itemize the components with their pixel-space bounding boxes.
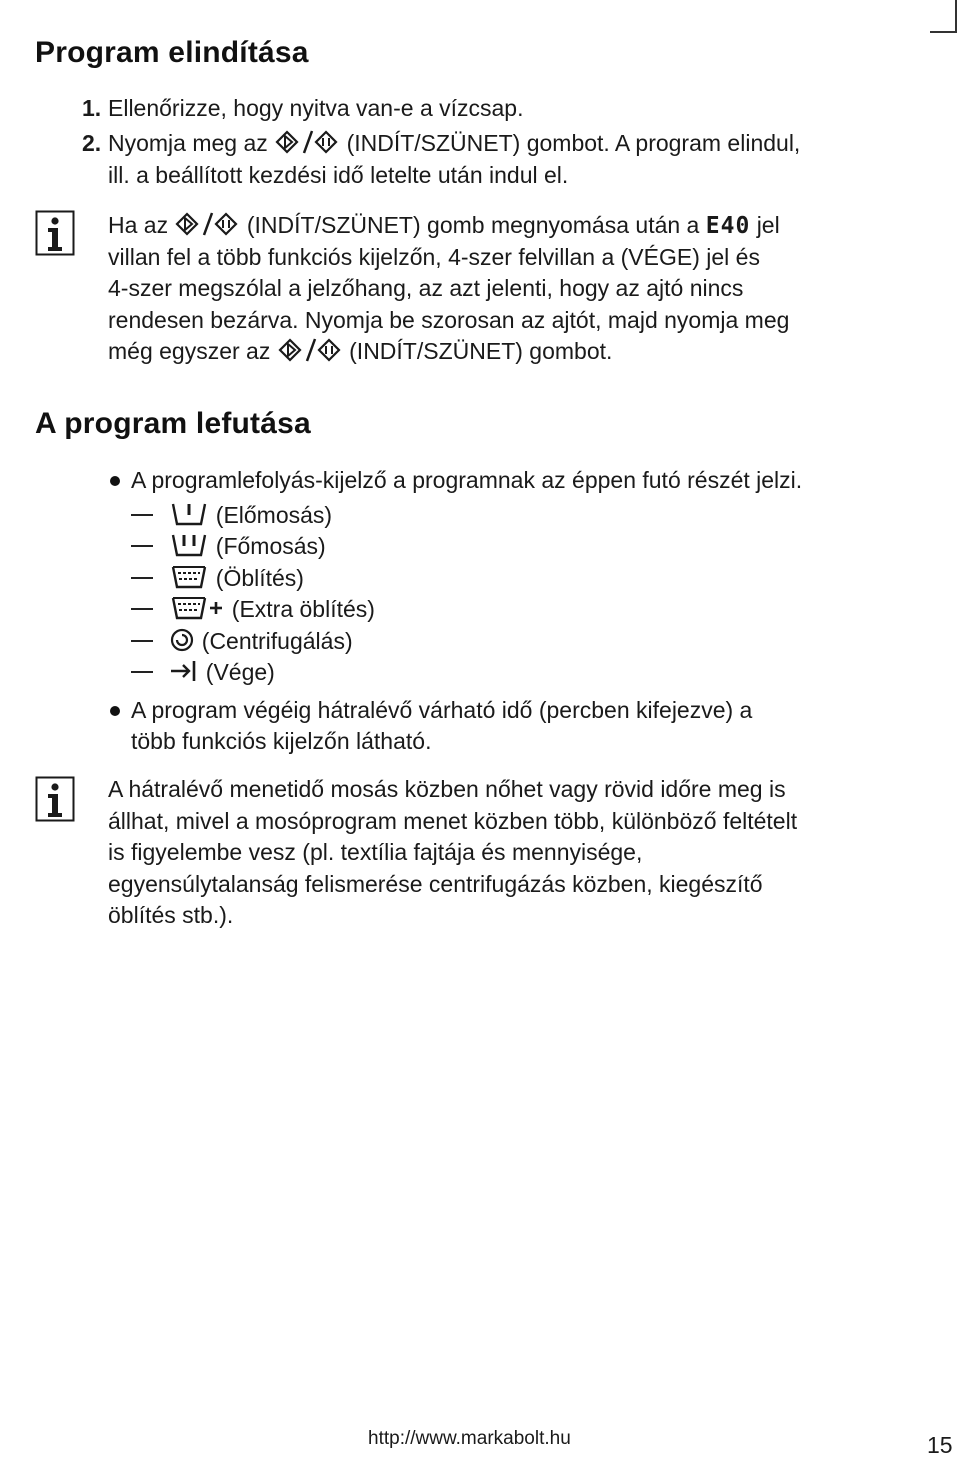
dash [131,545,153,547]
section-title-start: Program elindítása [35,36,309,69]
info-2-line-1: A hátralévő menetidő mosás közben nőhet vagy rövid időre meg is [108,776,786,802]
bullet-dot [110,706,120,716]
dash [131,514,153,516]
section-title-run: A program lefutása [35,407,311,440]
info-1-line-2: villan fel a több funkciós kijelzőn, 4-szer felvillan a (VÉGE) jel és [108,244,760,270]
info-1-line-4: rendesen bezárva. Nyomja be szorosan az ajtót, majd nyomja meg [108,307,790,333]
info-icon [35,776,75,822]
phase-item-rinse [131,563,304,595]
info-icon [35,210,75,256]
bullet-dot [110,476,120,486]
start-pause-icon [277,337,343,363]
mainwash-icon [169,532,209,558]
end-icon [169,658,199,684]
phase-item-end [131,657,275,689]
dash [131,608,153,610]
info-2-line-5: öblítés stb.). [108,902,234,928]
step-2-text-a: Nyomja meg az [108,130,268,156]
info-1-line-5 [108,336,612,368]
phase-label: (Extra öblítés) [231,596,375,622]
step-2-line-1 [108,128,800,160]
phase-item-prewash [131,500,332,532]
step-1-text: Ellenőrizze, hogy nyitva van-e a vízcsap. [108,95,524,121]
phase-item-mainwash [131,531,326,563]
dash [131,671,153,673]
dash [131,640,153,642]
step-number-1: 1. [82,95,102,121]
info-1-line-1 [108,210,780,243]
info-1-text-b: (INDÍT/SZÜNET) gomb megnyomása után a [246,212,700,238]
start-pause-icon [174,211,240,237]
phase-label: (Vége) [205,659,275,685]
phase-item-extra-rinse [131,594,375,626]
phase-label: (Főmosás) [215,533,326,559]
step-number-2: 2. [82,130,102,156]
info-1-text-e: (INDÍT/SZÜNET) gombot. [349,338,613,364]
bullet-2-line-1: A program végéig hátralévő várható idő (percben kifejezve) a [131,697,753,723]
phase-label: (Öblítés) [215,565,304,591]
phase-label: (Centrifugálás) [201,628,353,654]
info-1-line-3: 4-szer megszólal a jelzőhang, az azt jelenti, hogy az ajtó nincs [108,275,744,301]
error-code-display: E40 [705,213,751,239]
phase-item-spin [131,626,353,658]
bullet-1-text: A programlefolyás-kijelző a programnak az éppen futó részét jelzi. [131,467,803,493]
info-1-text-a: Ha az [108,212,169,238]
info-2-line-2: állhat, mivel a mosóprogram menet közben több, különböző feltételt [108,808,798,834]
start-pause-icon [274,129,340,155]
step-2-text-b: (INDÍT/SZÜNET) gombot. A program elindul, [346,130,801,156]
extra-rinse-icon [169,595,225,621]
info-1-text-c: jel [756,212,780,238]
crop-mark-vertical [955,0,957,33]
prewash-icon [169,501,209,527]
page-number: 15 [927,1432,953,1458]
step-2-line-2: ill. a beállított kezdési idő letelte után indul el. [108,162,569,188]
crop-mark-horizontal [930,31,957,33]
info-1-text-d: még egyszer az [108,338,271,364]
rinse-icon [169,564,209,590]
dash [131,577,153,579]
spin-icon [169,627,195,653]
phase-label: (Előmosás) [215,502,333,528]
bullet-2-line-2: több funkciós kijelzőn látható. [131,728,432,754]
info-2-line-3: is figyelembe vesz (pl. textília fajtája és mennyisége, [108,839,643,865]
footer-link[interactable]: http://www.markabolt.hu [368,1428,571,1449]
info-2-line-4: egyensúlytalanság felismerése centrifugázás közben, kiegészítő [108,871,763,897]
